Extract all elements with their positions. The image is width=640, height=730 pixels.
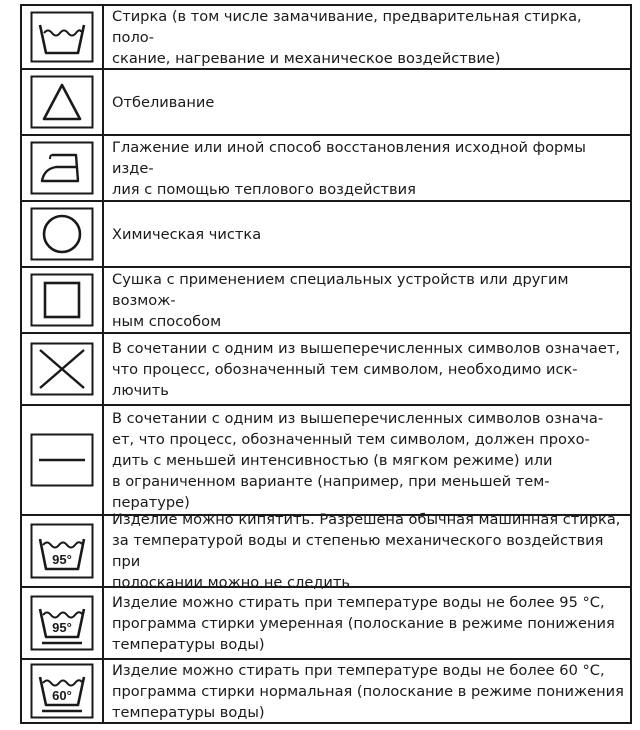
table-row — [22, 334, 630, 406]
row-text: Отбеливание — [112, 93, 215, 111]
row-text: Изделие можно стирать при температуре воды не более 60 °С, программа стирки нормальная (полоскание в режиме понижения температуры воды) — [112, 661, 624, 721]
ironing-icon — [30, 141, 94, 195]
icon-cell — [22, 588, 104, 658]
row-text: Стирка (в том числе замачивание, предварительная стирка, поло- скание, нагревание и механическое воздействие) — [112, 7, 582, 67]
temperature-label: 60° — [52, 688, 72, 703]
row-text: Сушка с применением специальных устройств или другим возмож- ным способом — [112, 270, 569, 330]
table-row — [22, 660, 630, 722]
table-row — [22, 6, 630, 70]
icon-cell — [22, 136, 104, 200]
underline-bar-icon — [30, 433, 94, 487]
icon-cell — [22, 334, 104, 404]
icon-cell — [22, 268, 104, 332]
icon-cell — [22, 406, 104, 514]
row-text: Глажение или иной способ восстановления исходной формы изде- лия с помощью теплового воздействия — [112, 138, 586, 198]
icon-cell — [22, 202, 104, 266]
icon-cell — [22, 660, 104, 722]
wash-95-icon — [30, 523, 94, 579]
dry-cleaning-icon — [30, 207, 94, 261]
row-text: Химическая чистка — [112, 225, 262, 243]
care-symbols-table — [20, 4, 632, 724]
wash-95-gentle-icon — [30, 595, 94, 651]
table-row — [22, 268, 630, 334]
row-text: В сочетании с одним из вышеперечисленных символов означа- ет, что процесс, обозначенный тем символом, должен прохо- дить с меньшей интенсивностью (в мягком режиме) или в ограниченном варианте (например, при меньшей тем- пературе) — [112, 409, 604, 511]
temperature-label: 95° — [52, 552, 72, 567]
icon-cell — [22, 516, 104, 586]
row-text: В сочетании с одним из вышеперечисленных символов означает, что процесс, обозначенный тем символом, необходимо иск- лючить — [112, 339, 620, 399]
table-row — [22, 136, 630, 202]
icon-cell — [22, 6, 104, 68]
wash-60-gentle-icon — [30, 663, 94, 719]
table-row — [22, 202, 630, 268]
table-row — [22, 511, 630, 591]
icon-cell — [22, 70, 104, 134]
row-text: Изделие можно кипятить. Разрешена обычная машинная стирка, за температурой воды и степенью механического воздействия при полоскании можно не следить — [112, 511, 621, 591]
cross-icon — [30, 342, 94, 396]
table-row — [22, 406, 630, 516]
row-text: Изделие можно стирать при температуре воды не более 95 °С, программа стирки умеренная (полоскание в режиме понижения температуры воды) — [112, 593, 615, 653]
bleaching-icon — [30, 75, 94, 129]
table-row — [22, 70, 630, 136]
table-row — [22, 588, 630, 660]
temperature-label: 95° — [52, 620, 72, 635]
washing-icon — [30, 11, 94, 63]
drying-icon — [30, 273, 94, 327]
